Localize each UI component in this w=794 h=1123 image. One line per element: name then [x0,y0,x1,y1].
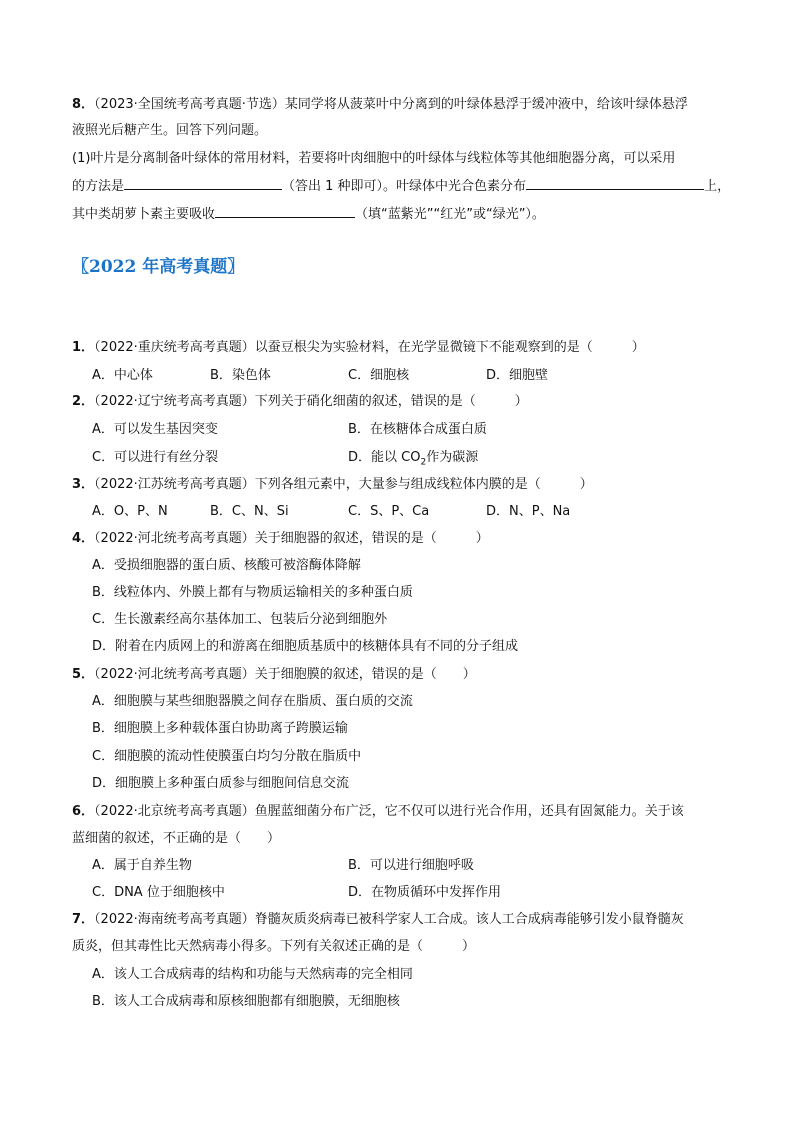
q6-option-d: D．在物质循环中发挥作用 [348,885,502,900]
q3-option-a: A．O、P、N [92,504,168,519]
q8-line-5 [72,205,545,224]
q5-option-d: D．细胞膜上多种蛋白质参与细胞间信息交流 [92,776,350,791]
question-6-stem [72,803,684,821]
q8-text-c: 上， [704,179,731,194]
q3-option-c: C．S、P、Ca [348,504,430,519]
question-number: 1． [72,340,95,355]
q3-option-b: B．C、N、Si [210,504,289,519]
q5-option-c: C．细胞膜的流动性使膜蛋白均匀分散在脂质中 [92,749,362,764]
q7-option-a: A．该人工合成病毒的结构和功能与天然病毒的完全相同 [92,967,413,982]
q4-option-a: A．受损细胞器的蛋白质、核酸可被溶酶体降解 [92,558,361,573]
question-text: （2022·海南统考高考真题）脊髓灰质炎病毒已被科学家人工合成。该人工合成病毒能够引发小鼠脊髓灰 [94,912,684,927]
q8-line-1 [72,96,688,114]
q8-line-4 [72,177,730,196]
q8-number: 8． [72,97,95,112]
q8-line-2: 液照光后糖产生。回答下列问题。 [72,123,268,138]
q4-option-d: D．附着在内质网上的和游离在细胞质基质中的核糖体具有不同的分子组成 [92,639,519,654]
q1-option-c: C．细胞核 [348,368,410,383]
answer-blank-3[interactable] [215,205,355,218]
q8-text-a: 的方法是 [72,179,125,194]
question-number: 4． [72,531,95,546]
question-text: （2022·重庆统考高考真题）以蚕豆根尖为实验材料，在光学显微镜下不能观察到的是（ ） [94,340,645,355]
q8-text-b: （答出 1 种即可）。叶绿体中光合色素分布 [282,179,527,194]
q1-option-b: B．染色体 [210,368,271,383]
question-text: （2022·北京统考高考真题）鱼腥蓝细菌分布广泛，它不仅可以进行光合作用，还具有固氮能力。关于该 [94,804,684,819]
answer-blank-1[interactable] [124,177,282,190]
q1-option-d: D．细胞壁 [486,368,549,383]
q6-option-c: C．DNA 位于细胞核中 [92,885,225,900]
q2-option-b: B．在核糖体合成蛋白质 [348,422,487,437]
q4-option-c: C．生长激素经高尔基体加工、包装后分泌到细胞外 [92,612,388,627]
q2-option-a: A．可以发生基因突变 [92,422,218,437]
question-2-stem [72,393,528,411]
q7-option-b: B．该人工合成病毒和原核细胞都有细胞膜，无细胞核 [92,994,400,1009]
question-6-stem-cont: 蓝细菌的叙述，不正确的是（ ） [72,831,281,846]
question-text: （2022·河北统考高考真题）关于细胞膜的叙述，错误的是（ ） [94,667,476,682]
question-3-stem [72,476,593,494]
question-4-stem [72,530,489,548]
q8-subquestion-1: (1)叶片是分离制备叶绿体的常用材料，若要将叶肉细胞中的叶绿体与线粒体等其他细胞器分离，可以采用 [72,151,676,166]
q4-option-b: B．线粒体内、外膜上都有与物质运输相关的多种蛋白质 [92,585,413,600]
q8-text-d: 其中类胡萝卜素主要吸收 [72,207,216,222]
question-text: （2022·辽宁统考高考真题）下列关于硝化细菌的叙述，错误的是（ ） [94,394,528,409]
question-number: 3． [72,477,95,492]
question-7-stem-cont: 质炎，但其毒性比天然病毒小得多。下列有关叙述正确的是（ ） [72,939,476,954]
subscript: 2 [420,457,427,468]
q3-option-d: D．N、P、Na [486,504,571,519]
question-number: 5． [72,667,95,682]
question-text: （2022·江苏统考高考真题）下列各组元素中，大量参与组成线粒体内膜的是（ ） [94,477,593,492]
q5-option-a: A．细胞膜与某些细胞器膜之间存在脂质、蛋白质的交流 [92,694,413,709]
q1-option-a: A．中心体 [92,368,153,383]
option-text-tail: 作为碳源 [426,450,479,465]
q2-option-c: C．可以进行有丝分裂 [92,450,219,465]
section-heading: 〖2022 年高考真题〗 [72,257,245,277]
question-number: 7． [72,912,95,927]
question-text: （2022·河北统考高考真题）关于细胞器的叙述，错误的是（ ） [94,531,489,546]
question-number: 2． [72,394,95,409]
q6-option-a: A．属于自养生物 [92,858,192,873]
q6-option-b: B．可以进行细胞呼吸 [348,858,474,873]
q8-text-e: （填“蓝紫光”“红光”或“绿光”）。 [355,207,545,222]
q2-option-d [348,449,478,472]
question-7-stem [72,911,684,929]
question-number: 6． [72,804,95,819]
option-text: D．能以 CO [348,450,421,465]
question-1-stem [72,339,645,357]
question-5-stem [72,666,476,684]
q5-option-b: B．细胞膜上多种载体蛋白协助离子跨膜运输 [92,721,348,736]
q8-stem: （2023·全国统考高考真题·节选）某同学将从菠菜叶中分离到的叶绿体悬浮于缓冲液中，给该叶绿体悬浮 [94,97,688,112]
answer-blank-2[interactable] [526,177,704,190]
